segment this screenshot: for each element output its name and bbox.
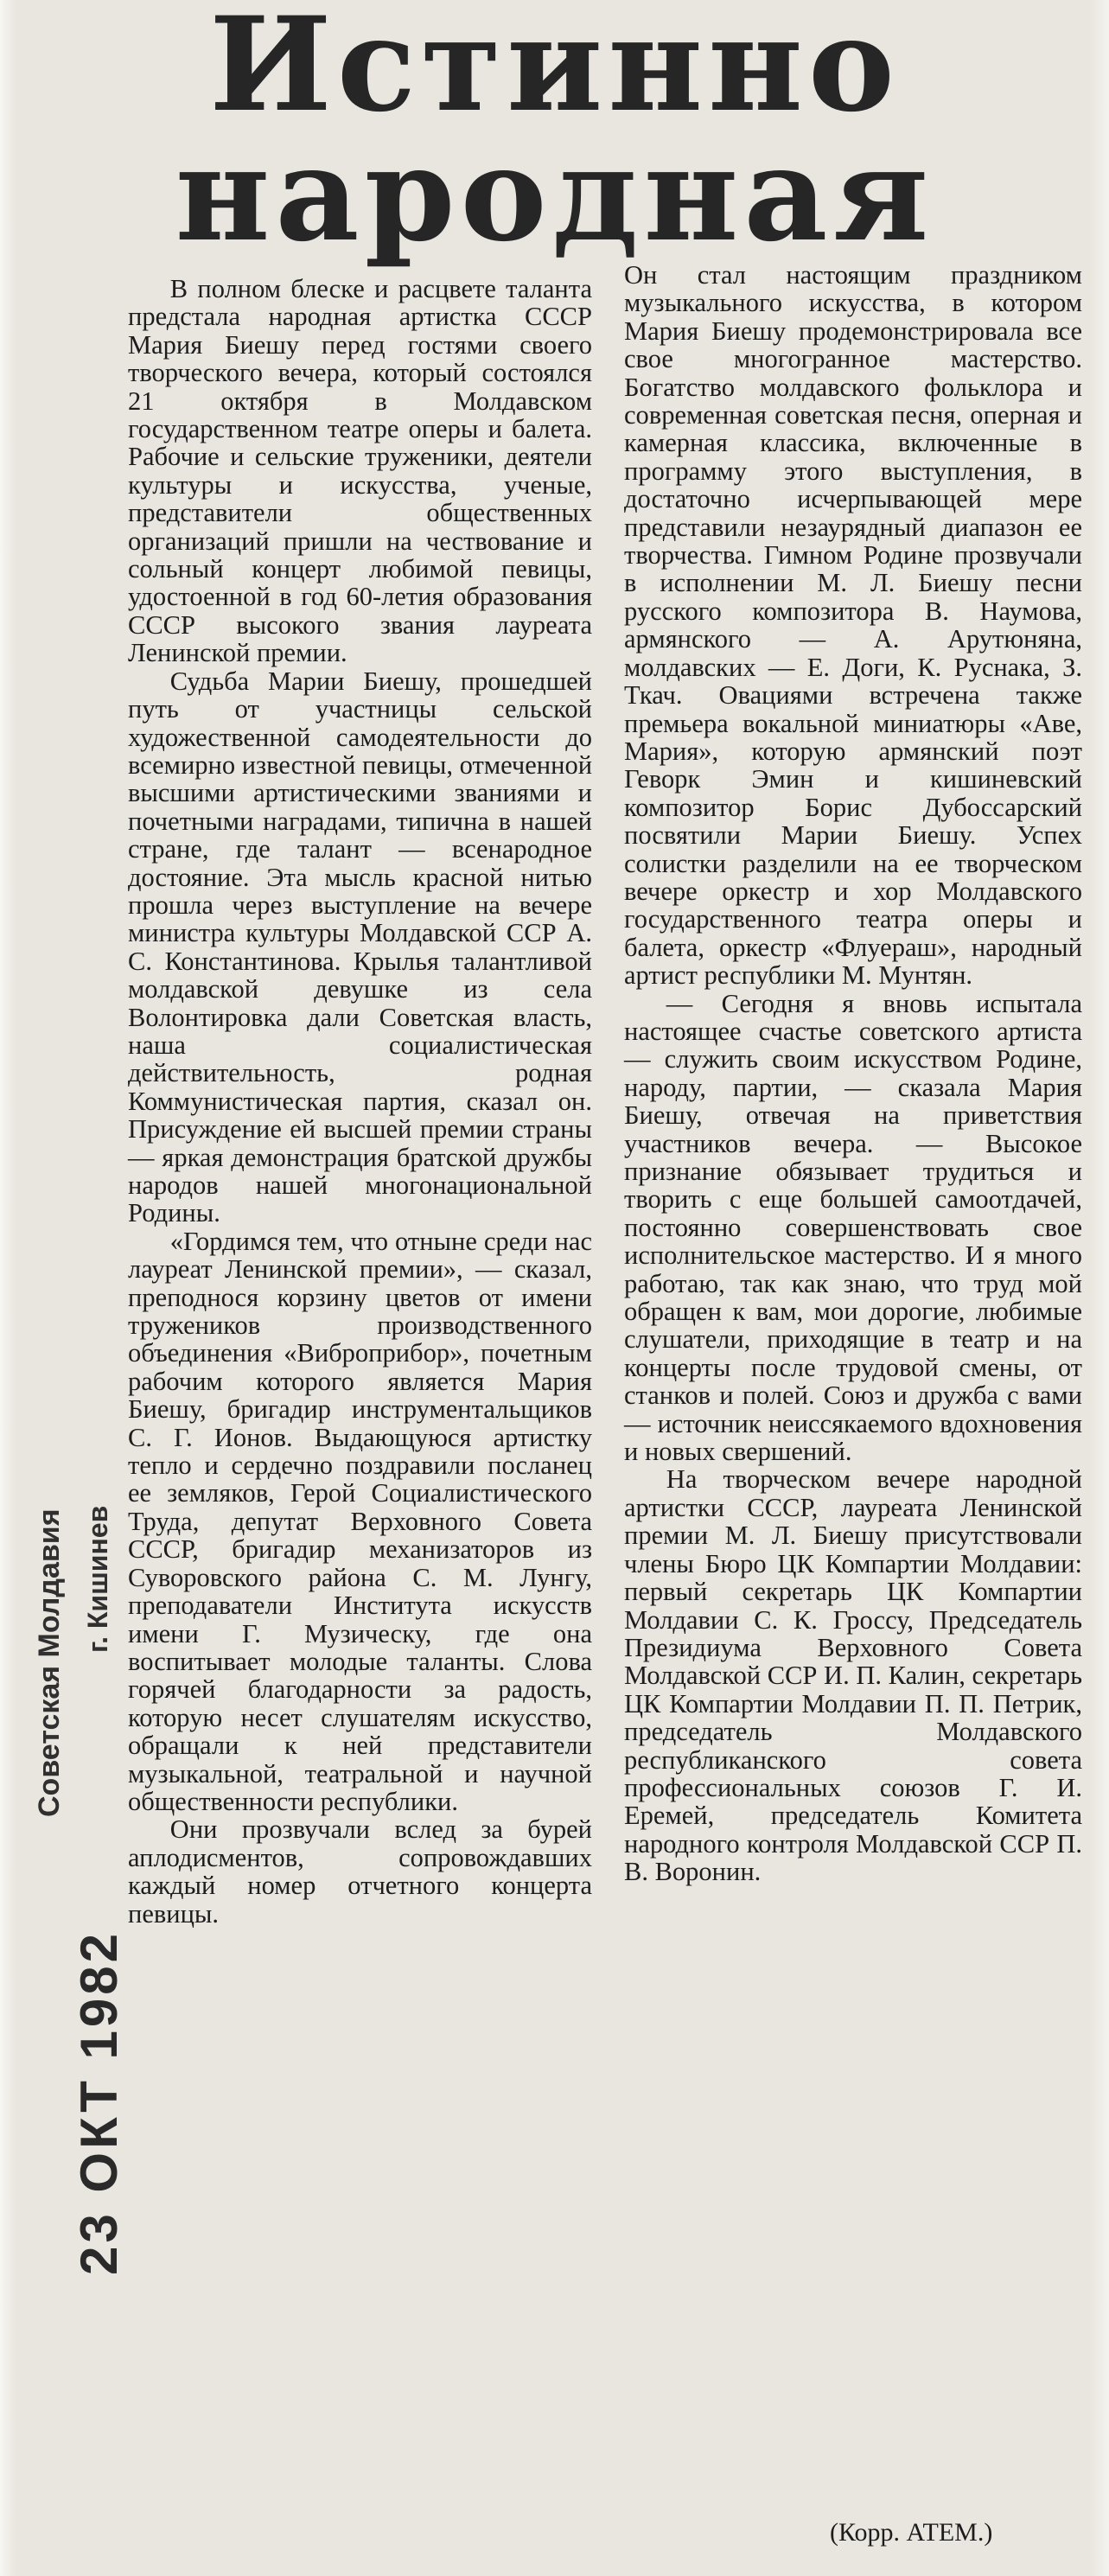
article-column-left — [128, 275, 592, 1928]
headline-line-2: народная — [175, 118, 934, 271]
paragraph: — Сегодня я вновь испытала настоящее счастье советского артиста — служить своим искусством Родине, народу, партии, — сказала Мария Биешу, отвечая на приветствия участников вечера. — Высокое признание обязывает трудиться и творить с еще большей самоотдачей, постоянно совершенствовать свое исполнительское мастерство. И я много работаю, так как знаю, что труд мой обращен к вам, мои дорогие, любимые слушатели, приходящие в театр и на концерты после трудовой смены, от станков и полей. Союз и дружба с вами — источник неиссякаемого вдохновения и новых свершений. — [624, 988, 1082, 1467]
paragraph: Судьба Марии Биешу, прошедшей путь от участницы сельской художественной самодеятельности до всемирно известной певицы, отмеченной высшими артистическими званиями и почетными наградами, типична в нашей стране, где талант — всенародное достояние. Эта мысль красной нитью прошла через выступление на вечере министра культуры Молдавской ССР А. С. Константинова. Крылья талантливой молдавской девушке из села Волонтировка дали Советская власть, наша социалистическая действительность, родная Коммунистическая партия, сказал он. Присуждение ей высшей премии страны — яркая демонстрация братской дружбы народов нашей многонациональной Родины. — [128, 666, 593, 1228]
author-credit: (Корр. АТЕМ.) — [830, 2518, 993, 2547]
paragraph: В полном блеске и расцвете таланта предстала народная артистка СССР Мария Биешу перед гостями своего творческого вечера, который состоялся 21 октября в Молдавском государственном театре оперы и балета. Рабочие и сельские труженики, деятели культуры и искусства, ученые, представители общественных организаций пришли на чествование и сольный концерт любимой певицы, удостоенной в год 60-летия образования СССР высокого звания лауреата Ленинской премии. — [128, 274, 592, 668]
date-stamp: 23 ОКТ 1982 — [70, 1930, 128, 2275]
paragraph: Он стал настоящим праздником музыкального искусства, в котором Мария Биешу продемонстрировала все свое многогранное мастерство. Богатство молдавского фольклора и современная советская песня, оперная и камерная классика, включенные в программу этого выступления, в достаточно исчерпывающей мере представили незаурядный диапазон ее творчества. Гимном Родине прозвучали в исполнении М. Л. Биешу песни русского композитора В. Наумова, армянского — А. Арутюняна, молдавских — Е. Доги, К. Руснака, З. Ткач. Овациями встречена также премьера вокальной миниатюры «Аве, Мария», которую армянский поэт Геворк Эмин и кишиневский композитор Борис Дубоссарский посвятили Марии Биешу. Успех солистки разделили на ее творческом вечере оркестр и хор Молдавского государственного театра оперы и балета, оркестр «Флуераш», народный артист республики М. Мунтян. — [624, 260, 1082, 991]
paragraph: На творческом вечере народной артистки СССР, лауреата Ленинской премии М. Л. Биешу присутствовали члены Бюро ЦК Компартии Молдавии: первый секретарь ЦК Компартии Молдавии С. К. Гроссу, Председатель Президиума Верховного Совета Молдавской ССР И. П. Калин, секретарь ЦК Компартии Молдавии П. П. Петрик, председатель Молдавского республиканского совета профессиональных союзов Г. И. Еремей, председатель Комитета народного контроля Молдавской ССР П. В. Воронин. — [624, 1464, 1082, 1887]
newspaper-name-stamp: Советская Молдавия — [33, 1508, 66, 1817]
article-column-right — [624, 261, 1082, 1886]
paragraph: «Гордимся тем, что отныне среди нас лауреат Ленинской премии», — сказал, преподнося корзину цветов от имени тружеников производственного объединения «Виброприбор», почетным рабочим которого является Мария Биешу, бригадир инструментальщиков С. Г. Ионов. Выдающуюся артистку тепло и сердечно поздравили посланец ее земляков, Герой Социалистического Труда, депутат Верховного Совета СССР, бригадир механизаторов из Суворовского района С. М. Лунгу, преподаватели Института искусств имени Г. Музическу, где она воспитывает молодые таланты. Слова горячей благодарности за радость, которую несет слушателям искусство, обращали к ней представители музыкальной, театральной и научной общественности республики. — [128, 1226, 592, 1816]
paper-edge-left — [0, 0, 16, 2576]
paper-edge-right — [1090, 0, 1109, 2576]
city-stamp: г. Кишинев — [82, 1505, 113, 1653]
paragraph: Они прозвучали вслед за бурей аплодисментов, сопровождавших каждый номер отчетного концерта певицы. — [128, 1814, 592, 1929]
headline-line-1: Истинно — [209, 0, 900, 141]
